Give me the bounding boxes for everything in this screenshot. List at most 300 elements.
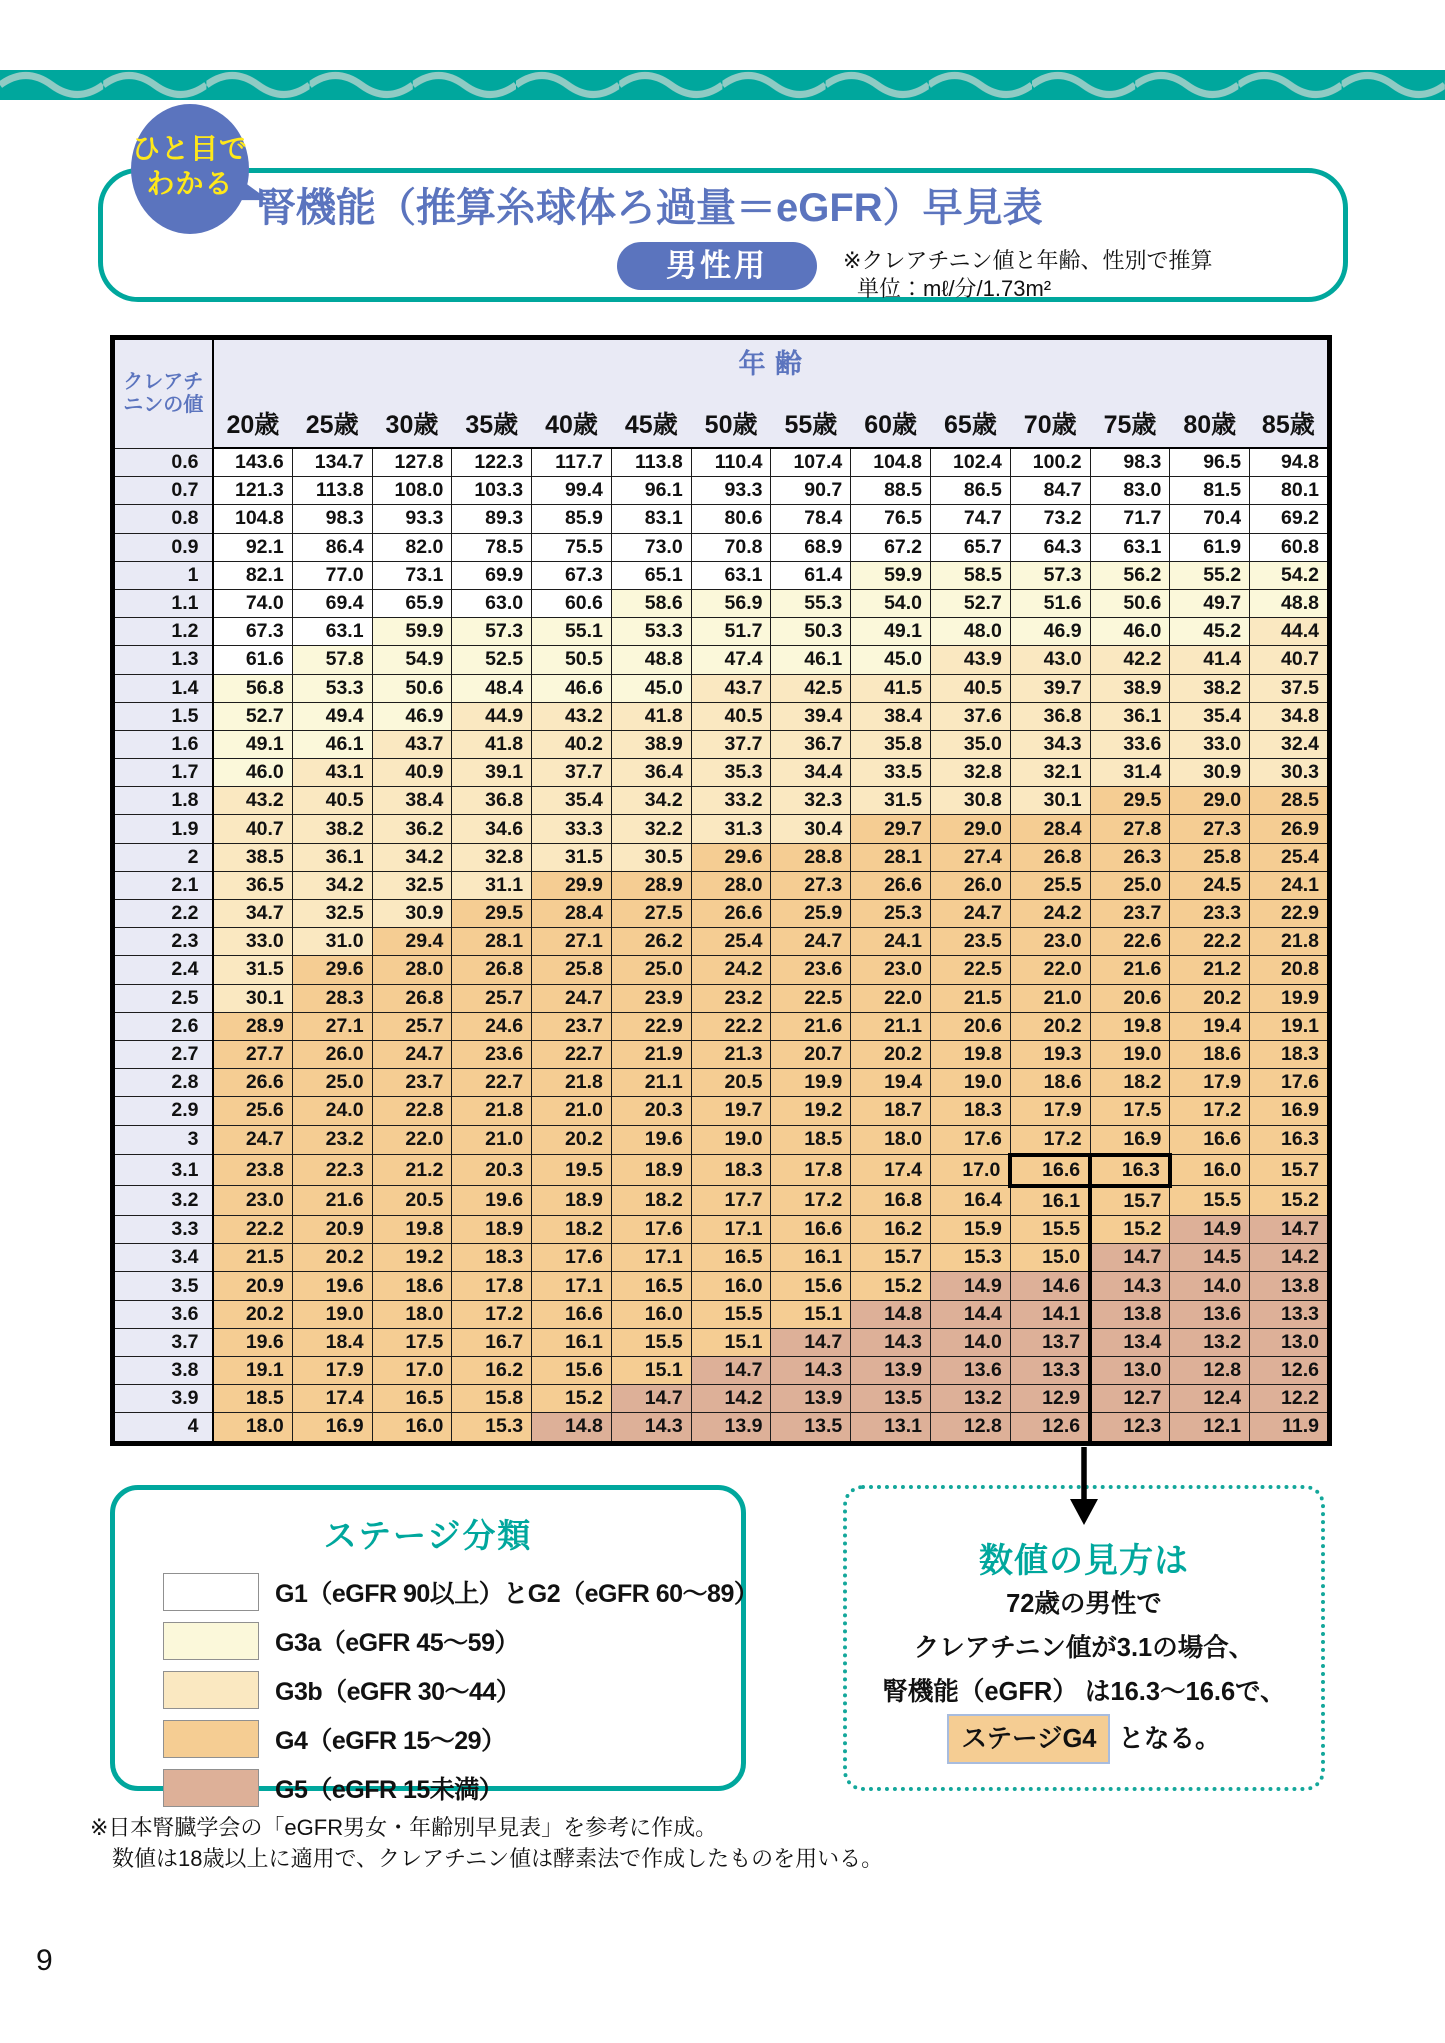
egfr-cell: 117.7 — [532, 448, 612, 477]
egfr-cell: 18.3 — [452, 1244, 532, 1272]
egfr-cell: 43.0 — [1010, 646, 1090, 674]
creatinine-label: 1.8 — [113, 787, 213, 815]
egfr-cell: 59.9 — [372, 618, 452, 646]
egfr-cell: 24.7 — [372, 1040, 452, 1068]
egfr-cell: 40.2 — [532, 730, 612, 758]
egfr-cell: 28.9 — [611, 871, 691, 899]
egfr-cell: 14.7 — [1250, 1216, 1330, 1244]
stage-g4-chip: ステージG4 — [947, 1714, 1110, 1764]
egfr-cell: 13.9 — [851, 1357, 931, 1385]
egfr-cell: 15.7 — [1090, 1186, 1170, 1216]
table-row — [113, 1272, 1330, 1300]
egfr-cell: 26.9 — [1250, 815, 1330, 843]
age-band-label: 年齢 — [738, 348, 812, 379]
egfr-cell: 46.1 — [292, 730, 372, 758]
egfr-cell: 65.7 — [931, 533, 1011, 561]
egfr-cell: 16.5 — [372, 1385, 452, 1413]
egfr-cell: 16.5 — [611, 1272, 691, 1300]
egfr-cell: 26.0 — [292, 1040, 372, 1068]
egfr-cell: 18.6 — [1010, 1069, 1090, 1097]
egfr-cell: 14.0 — [1170, 1272, 1250, 1300]
egfr-cell: 18.2 — [532, 1216, 612, 1244]
creatinine-label: 2.4 — [113, 956, 213, 984]
egfr-cell: 13.6 — [1170, 1300, 1250, 1328]
egfr-cell: 22.3 — [292, 1155, 372, 1186]
egfr-cell: 29.9 — [532, 871, 612, 899]
egfr-cell: 12.8 — [1170, 1357, 1250, 1385]
egfr-cell: 64.3 — [1010, 533, 1090, 561]
age-header: 30歳 — [372, 382, 452, 448]
egfr-cell: 29.0 — [931, 815, 1011, 843]
egfr-cell: 17.9 — [1010, 1097, 1090, 1125]
egfr-cell: 82.0 — [372, 533, 452, 561]
age-header: 20歳 — [213, 382, 293, 448]
egfr-cell: 14.3 — [851, 1328, 931, 1356]
estimation-note: ※クレアチニン値と年齢、性別で推算 — [843, 248, 1213, 273]
egfr-cell: 22.0 — [372, 1125, 452, 1155]
egfr-cell: 20.2 — [213, 1300, 293, 1328]
egfr-cell: 48.0 — [931, 618, 1011, 646]
down-arrow — [1062, 1447, 1106, 1527]
egfr-cell: 74.7 — [931, 505, 1011, 533]
egfr-cell: 19.2 — [372, 1244, 452, 1272]
egfr-cell: 63.0 — [452, 589, 532, 617]
creatinine-label: 0.9 — [113, 533, 213, 561]
egfr-cell: 45.0 — [611, 674, 691, 702]
explanation-line4-tail: となる。 — [1118, 1725, 1221, 1753]
table-row — [113, 618, 1330, 646]
creatinine-label: 1.4 — [113, 674, 213, 702]
age-header: 65歳 — [931, 382, 1011, 448]
egfr-cell: 75.5 — [532, 533, 612, 561]
egfr-cell: 99.4 — [532, 477, 612, 505]
egfr-cell: 17.7 — [691, 1186, 771, 1216]
egfr-cell: 20.2 — [292, 1244, 372, 1272]
corner-line2: ニンの値 — [123, 393, 204, 416]
egfr-cell: 34.2 — [292, 871, 372, 899]
egfr-cell: 22.0 — [851, 984, 931, 1012]
stage-legend-list — [163, 1573, 759, 1807]
egfr-cell: 63.1 — [292, 618, 372, 646]
egfr-cell: 31.5 — [532, 843, 612, 871]
egfr-cell: 77.0 — [292, 561, 372, 589]
egfr-cell: 34.3 — [1010, 730, 1090, 758]
egfr-cell: 78.5 — [452, 533, 532, 561]
table-row — [113, 448, 1330, 477]
footnote — [90, 1812, 883, 1874]
egfr-cell: 38.9 — [611, 730, 691, 758]
table-row — [113, 1300, 1330, 1328]
egfr-cell: 110.4 — [691, 448, 771, 477]
egfr-cell: 19.5 — [532, 1155, 612, 1186]
table-row — [113, 477, 1330, 505]
legend-label-g3b: G3b（eGFR 30～44） — [275, 1678, 521, 1706]
egfr-cell: 35.4 — [532, 787, 612, 815]
explanation-line3: 腎機能（eGFR） は16.3～16.6で、 — [882, 1678, 1286, 1706]
egfr-cell: 40.5 — [691, 702, 771, 730]
age-header: 80歳 — [1170, 382, 1250, 448]
creatinine-label: 1.9 — [113, 815, 213, 843]
egfr-cell: 15.1 — [691, 1328, 771, 1356]
egfr-cell: 71.7 — [1090, 505, 1170, 533]
table-row — [113, 561, 1330, 589]
egfr-cell: 17.1 — [611, 1244, 691, 1272]
egfr-cell: 23.7 — [532, 1012, 612, 1040]
egfr-cell: 25.7 — [372, 1012, 452, 1040]
egfr-cell: 24.7 — [532, 984, 612, 1012]
egfr-cell: 23.3 — [1170, 900, 1250, 928]
egfr-cell: 33.6 — [1090, 730, 1170, 758]
egfr-cell: 35.0 — [931, 730, 1011, 758]
egfr-cell: 48.8 — [1250, 589, 1330, 617]
egfr-cell: 17.8 — [452, 1272, 532, 1300]
egfr-cell: 46.1 — [771, 646, 851, 674]
egfr-cell: 43.7 — [372, 730, 452, 758]
egfr-cell: 20.2 — [1170, 984, 1250, 1012]
age-band-header — [213, 338, 1330, 383]
egfr-cell: 14.5 — [1170, 1244, 1250, 1272]
header-bubble — [131, 104, 249, 234]
creatinine-label: 3.4 — [113, 1244, 213, 1272]
table-row — [113, 1012, 1330, 1040]
egfr-cell: 56.2 — [1090, 561, 1170, 589]
egfr-cell: 29.6 — [691, 843, 771, 871]
egfr-cell: 15.7 — [851, 1244, 931, 1272]
egfr-cell: 27.5 — [611, 900, 691, 928]
table-row — [113, 1413, 1330, 1443]
egfr-cell: 20.6 — [1090, 984, 1170, 1012]
egfr-cell: 19.1 — [213, 1357, 293, 1385]
table-row — [113, 1040, 1330, 1068]
egfr-cell: 13.7 — [1010, 1328, 1090, 1356]
egfr-cell: 13.9 — [691, 1413, 771, 1443]
egfr-cell: 14.9 — [1170, 1216, 1250, 1244]
egfr-cell: 43.9 — [931, 646, 1011, 674]
egfr-cell: 18.0 — [372, 1300, 452, 1328]
egfr-cell: 52.5 — [452, 646, 532, 674]
egfr-cell: 13.9 — [771, 1385, 851, 1413]
egfr-cell: 24.5 — [1170, 871, 1250, 899]
egfr-cell: 12.6 — [1250, 1357, 1330, 1385]
egfr-cell: 55.2 — [1170, 561, 1250, 589]
creatinine-label: 1.2 — [113, 618, 213, 646]
egfr-cell: 103.3 — [452, 477, 532, 505]
egfr-cell: 92.1 — [213, 533, 293, 561]
table-row — [113, 759, 1330, 787]
legend-swatch-g1g2 — [163, 1573, 259, 1611]
egfr-cell: 26.3 — [1090, 843, 1170, 871]
egfr-cell: 15.5 — [1010, 1216, 1090, 1244]
table-row — [113, 1097, 1330, 1125]
egfr-cell: 46.6 — [532, 674, 612, 702]
egfr-cell: 24.1 — [1250, 871, 1330, 899]
egfr-cell: 61.6 — [213, 646, 293, 674]
egfr-cell: 23.0 — [1010, 928, 1090, 956]
egfr-cell: 16.7 — [452, 1328, 532, 1356]
egfr-cell: 28.8 — [771, 843, 851, 871]
age-header: 75歳 — [1090, 382, 1170, 448]
explanation-line2: クレアチニン値が3.1の場合、 — [913, 1634, 1255, 1662]
egfr-cell: 17.6 — [532, 1244, 612, 1272]
creatinine-label: 3.6 — [113, 1300, 213, 1328]
egfr-cell: 39.4 — [771, 702, 851, 730]
egfr-cell: 54.2 — [1250, 561, 1330, 589]
egfr-cell: 67.3 — [532, 561, 612, 589]
egfr-cell: 104.8 — [213, 505, 293, 533]
table-row — [113, 1244, 1330, 1272]
egfr-cell: 15.2 — [851, 1272, 931, 1300]
egfr-cell: 43.7 — [691, 674, 771, 702]
egfr-cell: 21.3 — [691, 1040, 771, 1068]
egfr-cell: 14.2 — [1250, 1244, 1330, 1272]
age-header: 45歳 — [611, 382, 691, 448]
age-header: 70歳 — [1010, 382, 1090, 448]
legend-item-g5 — [163, 1769, 741, 1807]
table-row — [113, 1385, 1330, 1413]
egfr-cell: 83.0 — [1090, 477, 1170, 505]
egfr-cell: 18.9 — [611, 1155, 691, 1186]
table-row — [113, 956, 1330, 984]
egfr-cell: 85.9 — [532, 505, 612, 533]
egfr-cell: 19.0 — [1090, 1040, 1170, 1068]
egfr-cell: 19.6 — [292, 1272, 372, 1300]
egfr-cell: 32.4 — [1250, 730, 1330, 758]
egfr-cell: 14.9 — [931, 1272, 1011, 1300]
egfr-cell: 18.9 — [532, 1186, 612, 1216]
egfr-cell: 17.4 — [851, 1155, 931, 1186]
egfr-cell: 12.3 — [1090, 1413, 1170, 1443]
egfr-cell: 24.2 — [691, 956, 771, 984]
creatinine-label: 3.9 — [113, 1385, 213, 1413]
egfr-cell: 17.0 — [372, 1357, 452, 1385]
egfr-cell: 41.8 — [452, 730, 532, 758]
egfr-cell: 19.0 — [931, 1069, 1011, 1097]
egfr-cell: 76.5 — [851, 505, 931, 533]
creatinine-label: 2.7 — [113, 1040, 213, 1068]
egfr-cell: 26.8 — [372, 984, 452, 1012]
egfr-cell: 15.8 — [452, 1385, 532, 1413]
egfr-cell: 22.7 — [532, 1040, 612, 1068]
egfr-cell: 20.2 — [851, 1040, 931, 1068]
age-header: 40歳 — [532, 382, 612, 448]
egfr-cell: 27.7 — [213, 1040, 293, 1068]
egfr-cell: 13.2 — [931, 1385, 1011, 1413]
egfr-cell: 14.7 — [1090, 1244, 1170, 1272]
egfr-cell: 21.0 — [532, 1097, 612, 1125]
egfr-cell: 16.3 — [1250, 1125, 1330, 1155]
creatinine-label: 1.3 — [113, 646, 213, 674]
egfr-cell: 27.1 — [292, 1012, 372, 1040]
egfr-cell: 63.1 — [1090, 533, 1170, 561]
creatinine-label: 4 — [113, 1413, 213, 1443]
egfr-cell: 122.3 — [452, 448, 532, 477]
egfr-cell: 113.8 — [292, 477, 372, 505]
egfr-cell: 63.1 — [691, 561, 771, 589]
egfr-cell: 28.5 — [1250, 787, 1330, 815]
egfr-table — [110, 335, 1332, 1446]
egfr-cell: 24.1 — [851, 928, 931, 956]
legend-item-g1g2 — [163, 1573, 759, 1611]
egfr-cell: 25.8 — [532, 956, 612, 984]
egfr-cell: 14.7 — [611, 1385, 691, 1413]
egfr-cell: 30.9 — [1170, 759, 1250, 787]
creatinine-label: 1.7 — [113, 759, 213, 787]
egfr-cell: 22.9 — [1250, 900, 1330, 928]
legend-title: ステージ分類 — [323, 1517, 533, 1554]
egfr-cell: 134.7 — [292, 448, 372, 477]
explanation-title: 数値の見方は — [979, 1542, 1189, 1580]
egfr-cell: 32.8 — [931, 759, 1011, 787]
egfr-cell: 36.8 — [1010, 702, 1090, 730]
egfr-cell: 26.6 — [213, 1069, 293, 1097]
egfr-cell: 27.4 — [931, 843, 1011, 871]
egfr-cell: 23.0 — [213, 1186, 293, 1216]
egfr-cell: 19.1 — [1250, 1012, 1330, 1040]
egfr-cell: 67.3 — [213, 618, 293, 646]
egfr-cell: 21.6 — [292, 1186, 372, 1216]
egfr-cell: 12.8 — [931, 1413, 1011, 1443]
egfr-cell: 24.0 — [292, 1097, 372, 1125]
egfr-cell: 23.6 — [452, 1040, 532, 1068]
egfr-cell: 13.6 — [931, 1357, 1011, 1385]
egfr-cell: 108.0 — [372, 477, 452, 505]
egfr-cell: 69.9 — [452, 561, 532, 589]
egfr-cell: 20.9 — [213, 1272, 293, 1300]
creatinine-label: 3.8 — [113, 1357, 213, 1385]
egfr-cell: 31.0 — [292, 928, 372, 956]
egfr-cell: 53.3 — [292, 674, 372, 702]
egfr-cell: 24.6 — [452, 1012, 532, 1040]
egfr-cell: 67.2 — [851, 533, 931, 561]
egfr-cell: 16.5 — [691, 1244, 771, 1272]
table-row — [113, 1186, 1330, 1216]
egfr-cell: 20.2 — [532, 1125, 612, 1155]
egfr-cell: 47.4 — [691, 646, 771, 674]
table-row — [113, 1357, 1330, 1385]
egfr-cell: 33.5 — [851, 759, 931, 787]
egfr-cell: 18.3 — [691, 1155, 771, 1186]
corner-line1: クレアチ — [123, 370, 204, 393]
egfr-cell: 36.1 — [1090, 702, 1170, 730]
creatinine-label: 3.2 — [113, 1186, 213, 1216]
egfr-cell: 30.4 — [771, 815, 851, 843]
egfr-cell: 42.5 — [771, 674, 851, 702]
egfr-cell: 24.2 — [1010, 900, 1090, 928]
creatinine-label: 0.8 — [113, 505, 213, 533]
egfr-cell: 19.4 — [1170, 1012, 1250, 1040]
egfr-cell: 59.9 — [851, 561, 931, 589]
egfr-cell: 16.6 — [532, 1300, 612, 1328]
egfr-cell: 41.8 — [611, 702, 691, 730]
egfr-cell: 13.5 — [771, 1413, 851, 1443]
egfr-cell: 94.8 — [1250, 448, 1330, 477]
egfr-cell: 23.5 — [931, 928, 1011, 956]
egfr-cell: 18.5 — [213, 1385, 293, 1413]
egfr-cell: 30.3 — [1250, 759, 1330, 787]
egfr-cell: 16.4 — [931, 1186, 1011, 1216]
egfr-cell: 35.8 — [851, 730, 931, 758]
egfr-cell: 46.9 — [372, 702, 452, 730]
egfr-cell: 15.5 — [611, 1328, 691, 1356]
egfr-cell: 18.6 — [1170, 1040, 1250, 1068]
egfr-cell: 26.2 — [611, 928, 691, 956]
egfr-cell: 21.8 — [532, 1069, 612, 1097]
egfr-cell: 18.3 — [931, 1097, 1011, 1125]
egfr-cell: 13.3 — [1010, 1357, 1090, 1385]
egfr-cell: 25.0 — [611, 956, 691, 984]
egfr-cell: 20.2 — [1010, 1012, 1090, 1040]
egfr-cell: 20.5 — [372, 1186, 452, 1216]
egfr-cell: 40.7 — [1250, 646, 1330, 674]
egfr-cell: 14.7 — [771, 1328, 851, 1356]
egfr-cell: 32.1 — [1010, 759, 1090, 787]
egfr-cell: 13.4 — [1090, 1328, 1170, 1356]
egfr-cell: 30.8 — [931, 787, 1011, 815]
egfr-cell: 31.4 — [1090, 759, 1170, 787]
egfr-cell: 58.5 — [931, 561, 1011, 589]
egfr-cell: 81.5 — [1170, 477, 1250, 505]
egfr-cell: 25.4 — [691, 928, 771, 956]
egfr-cell: 23.8 — [213, 1155, 293, 1186]
egfr-cell: 14.7 — [691, 1357, 771, 1385]
egfr-cell: 38.2 — [292, 815, 372, 843]
egfr-cell: 15.2 — [1250, 1186, 1330, 1216]
egfr-cell: 14.0 — [931, 1328, 1011, 1356]
egfr-cell: 102.4 — [931, 448, 1011, 477]
egfr-cell: 57.8 — [292, 646, 372, 674]
egfr-cell: 86.5 — [931, 477, 1011, 505]
egfr-cell: 22.2 — [691, 1012, 771, 1040]
egfr-cell: 13.1 — [851, 1413, 931, 1443]
egfr-cell: 49.4 — [292, 702, 372, 730]
creatinine-label: 1.1 — [113, 589, 213, 617]
egfr-cell: 82.1 — [213, 561, 293, 589]
bubble-line1: ひと目で — [131, 133, 248, 164]
egfr-cell: 46.0 — [213, 759, 293, 787]
table-row — [113, 815, 1330, 843]
egfr-cell: 25.0 — [1090, 871, 1170, 899]
legend-swatch-g3b — [163, 1671, 259, 1709]
egfr-cell: 121.3 — [213, 477, 293, 505]
egfr-cell: 16.9 — [1090, 1125, 1170, 1155]
egfr-cell: 45.0 — [851, 646, 931, 674]
stage-legend — [110, 1485, 759, 1804]
egfr-cell: 28.0 — [691, 871, 771, 899]
egfr-cell: 107.4 — [771, 448, 851, 477]
egfr-cell: 36.8 — [452, 787, 532, 815]
egfr-cell: 17.4 — [292, 1385, 372, 1413]
bubble-line2: わかる — [146, 168, 234, 199]
egfr-cell: 26.8 — [1010, 843, 1090, 871]
egfr-cell: 17.1 — [532, 1272, 612, 1300]
egfr-cell: 43.2 — [213, 787, 293, 815]
egfr-cell: 20.7 — [771, 1040, 851, 1068]
egfr-cell: 23.2 — [292, 1125, 372, 1155]
egfr-cell: 57.3 — [1010, 561, 1090, 589]
egfr-table-body — [113, 448, 1330, 1443]
egfr-cell: 16.6 — [1170, 1125, 1250, 1155]
creatinine-label: 2.2 — [113, 900, 213, 928]
egfr-cell: 20.8 — [1250, 956, 1330, 984]
egfr-cell: 37.5 — [1250, 674, 1330, 702]
egfr-cell: 52.7 — [213, 702, 293, 730]
egfr-cell: 57.3 — [452, 618, 532, 646]
egfr-cell: 14.8 — [851, 1300, 931, 1328]
egfr-cell: 20.9 — [292, 1216, 372, 1244]
egfr-cell: 12.1 — [1170, 1413, 1250, 1443]
egfr-cell: 17.2 — [1010, 1125, 1090, 1155]
egfr-cell: 25.6 — [213, 1097, 293, 1125]
